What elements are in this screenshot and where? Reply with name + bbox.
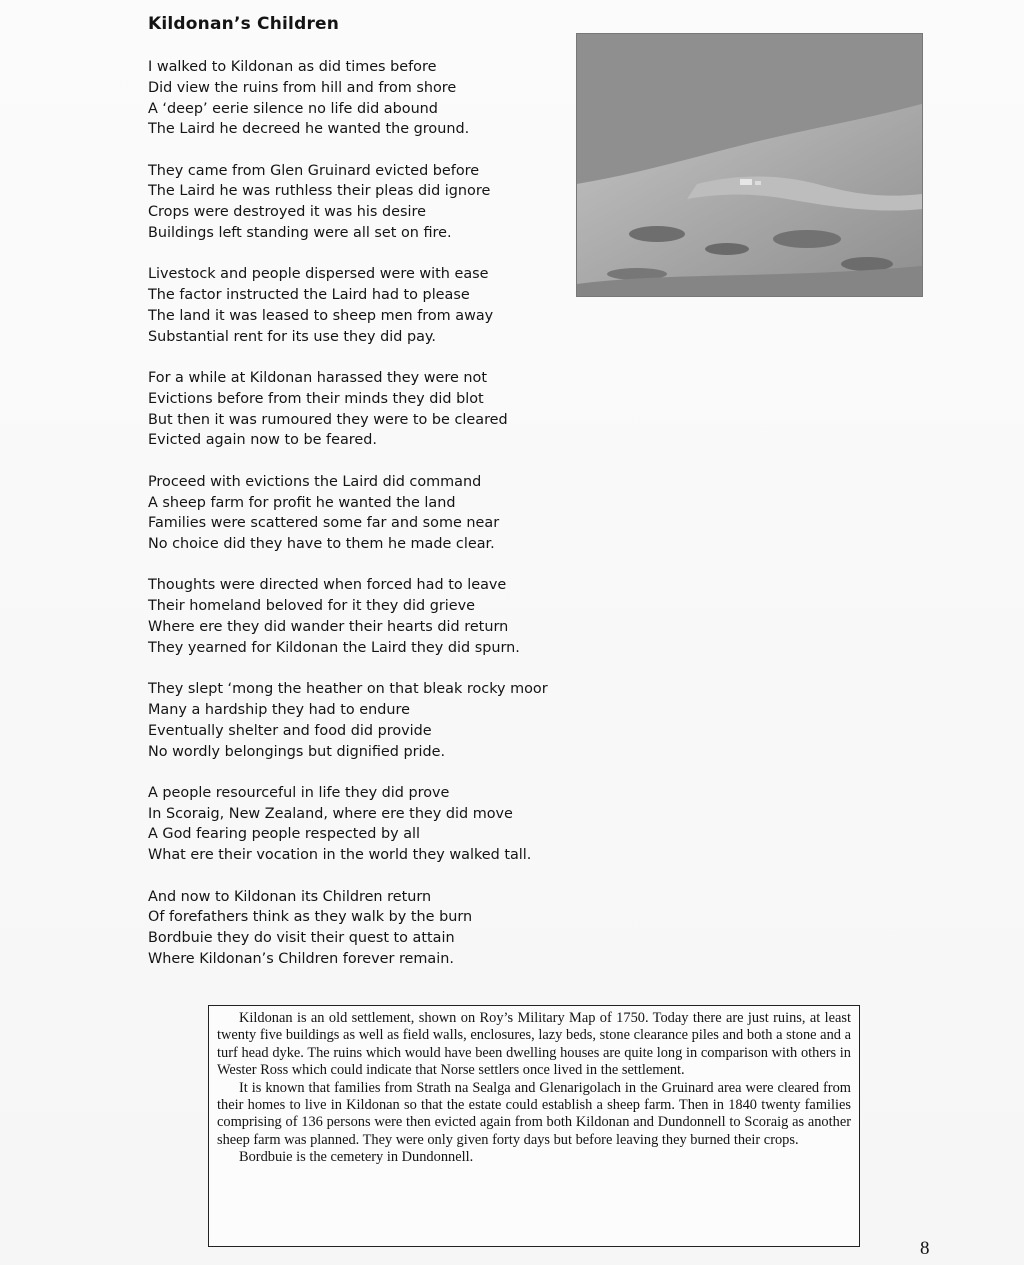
history-note-box bbox=[208, 1005, 860, 1247]
poem-stanza bbox=[148, 887, 568, 970]
poem-line: But then it was rumoured they were to be cleared bbox=[148, 411, 508, 428]
poem-line: What ere their vocation in the world they walked tall. bbox=[148, 847, 532, 864]
landscape-photo-icon bbox=[577, 34, 922, 296]
poem-stanza bbox=[148, 783, 568, 866]
poem-line: The factor instructed the Laird had to please bbox=[148, 287, 470, 304]
poem-line: The Laird he decreed he wanted the ground. bbox=[148, 121, 470, 138]
poem-line: Their homeland beloved for it they did grieve bbox=[148, 598, 475, 615]
poem-stanza bbox=[148, 472, 568, 555]
poem-line: Livestock and people dispersed were with ease bbox=[148, 266, 489, 283]
poem-stanza bbox=[148, 679, 568, 762]
poem-line: A people resourceful in life they did prove bbox=[148, 784, 450, 801]
poem-line: And now to Kildonan its Children return bbox=[148, 888, 432, 905]
poem-stanza bbox=[148, 161, 568, 244]
poem-line: They slept ‘mong the heather on that bleak rocky moor bbox=[148, 681, 548, 698]
poem-line: For a while at Kildonan harassed they were not bbox=[148, 370, 487, 387]
poem-line: Eventually shelter and food did provide bbox=[148, 722, 432, 739]
poem-line: Proceed with evictions the Laird did command bbox=[148, 473, 482, 490]
poem-line: Bordbuie they do visit their quest to attain bbox=[148, 930, 455, 947]
poem-line: A sheep farm for profit he wanted the land bbox=[148, 494, 456, 511]
note-paragraph: It is known that families from Strath na Sealga and Glenarigolach in the Gruinard area were cleared from their homes to live in Kildonan so that the estate could establish a sheep farm. Then in 1840 twenty families comprising of 136 persons were then evicted again from both Kildonan and Dundonnell to Scoraig as another sheep farm was planned. They were only given forty days but before leaving they burned their crops. bbox=[217, 1079, 851, 1148]
poem-stanza bbox=[148, 264, 568, 347]
poem-line: Substantial rent for its use they did pay. bbox=[148, 328, 436, 345]
poem-line: Thoughts were directed when forced had to leave bbox=[148, 577, 507, 594]
kildonan-landscape-photo bbox=[576, 33, 923, 297]
poem-stanza bbox=[148, 368, 568, 451]
page-number: 8 bbox=[920, 1238, 930, 1259]
poem-line: Where Kildonan’s Children forever remain. bbox=[148, 950, 454, 967]
poem-line: They yearned for Kildonan the Laird they did spurn. bbox=[148, 639, 520, 656]
poem-line: A ‘deep’ eerie silence no life did abound bbox=[148, 100, 438, 117]
poem-line: They came from Glen Gruinard evicted before bbox=[148, 162, 480, 179]
poem-line: Many a hardship they had to endure bbox=[148, 701, 410, 718]
poem-line: Of forefathers think as they walk by the burn bbox=[148, 909, 473, 926]
note-paragraph: Bordbuie is the cemetery in Dundonnell. bbox=[239, 1149, 474, 1166]
poem-line: No choice did they have to them he made clear. bbox=[148, 536, 495, 553]
poem-line: Evicted again now to be feared. bbox=[148, 432, 377, 449]
poem-line: Evictions before from their minds they did blot bbox=[148, 390, 484, 407]
poem-line: Where ere they did wander their hearts did return bbox=[148, 619, 509, 636]
poem-body bbox=[148, 57, 568, 990]
poem-title: Kildonan’s Children bbox=[148, 14, 340, 34]
poem-line: The land it was leased to sheep men from away bbox=[148, 307, 494, 324]
note-paragraph: Kildonan is an old settlement, shown on Roy’s Military Map of 1750. Today there are just ruins, at least twenty five buildings as well as field walls, enclosures, lazy beds, stone clearance piles and both a stone and a turf head dyke. The ruins which would have been dwelling houses are quite long in comparison with others in Wester Ross which could indicate that Norse settlers once lived in the settlement. bbox=[217, 1010, 851, 1079]
poem-stanza bbox=[148, 575, 568, 658]
poem-line: The Laird he was ruthless their pleas did ignore bbox=[148, 183, 491, 200]
poem-line: Crops were destroyed it was his desire bbox=[148, 204, 426, 221]
poem-line: Buildings left standing were all set on fire. bbox=[148, 225, 452, 242]
poem-stanza bbox=[148, 57, 568, 140]
poem-line: I walked to Kildonan as did times before bbox=[148, 59, 437, 75]
poem-line: In Scoraig, New Zealand, where ere they did move bbox=[148, 805, 513, 822]
poem-line: No wordly belongings but dignified pride. bbox=[148, 743, 446, 760]
poem-line: A God fearing people respected by all bbox=[148, 826, 421, 843]
poem-line: Did view the ruins from hill and from shore bbox=[148, 79, 457, 96]
poem-line: Families were scattered some far and some near bbox=[148, 515, 500, 532]
